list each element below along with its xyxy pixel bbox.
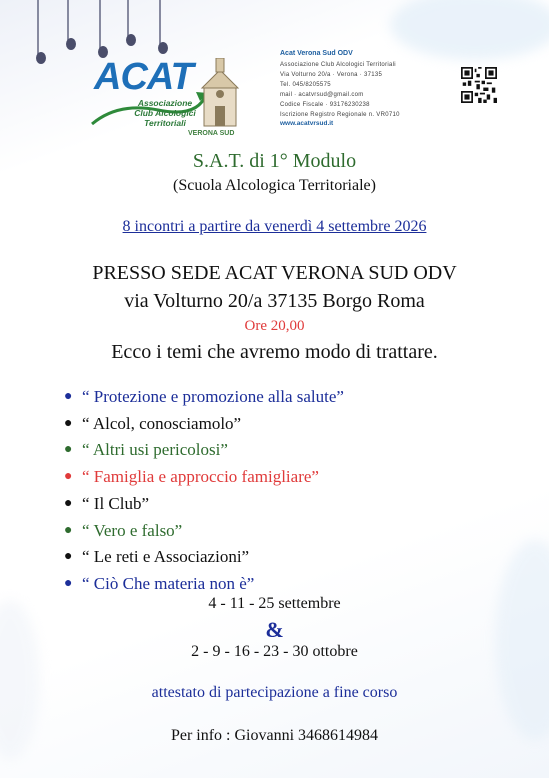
topic-text: “ Altri usi pericolosi” [82,440,228,460]
bullet-icon: ● [64,522,73,538]
bullet-icon: ● [64,469,73,485]
topic-text: “ Le reti e Associazioni” [82,547,250,567]
topic-item [64,411,344,438]
topic-item [64,544,344,571]
ampersand: & [265,617,284,642]
org-line: Via Volturno 20/a · Verona · 37135 [280,72,383,78]
topic-item [64,491,344,518]
topic-text: “ Il Club” [82,493,150,513]
organization-info [280,50,460,127]
meetings-info: 8 incontri a partire da venerdì 4 settembre 2026 [122,218,427,235]
logo-subtitle-line: Territoriali [144,118,186,128]
logo-subtitle [120,98,210,128]
org-name: Acat Verona Sud ODV [280,50,353,57]
october-dates: 2 - 9 - 16 - 23 - 30 ottobre [191,643,358,660]
topic-text: “ Protezione e promozione alla salute” [82,387,344,406]
topic-text: “ Vero e falso” [82,520,183,540]
bullet-icon: ● [64,495,73,511]
event-subtitle: (Scuola Alcologica Territoriale) [173,177,376,194]
org-line: Iscrizione Registro Regionale n. VR0710 [280,112,400,118]
org-line: Associazione Club Alcologici Territoriali [280,62,396,68]
org-website: www.acatvrsud.it [280,120,334,127]
topic-item [64,518,344,545]
qr-code-icon [461,67,497,103]
topics-intro: Ecco i temi che avremo modo di trattare. [111,341,438,363]
logo-subtitle-line: Club Alcologici [134,108,196,118]
topic-item [64,464,344,491]
acat-logo [88,54,258,140]
bullet-icon: ● [64,442,73,458]
org-line: Codice Fiscale · 93176230238 [280,102,370,108]
logo-wordmark: ACAT [94,56,193,98]
address: via Volturno 20/a 37135 Borgo Roma [124,290,425,312]
event-title: S.A.T. di 1° Modulo [192,150,357,172]
logo-subtitle-line: Associazione [137,98,193,108]
bullet-icon: ● [64,389,73,404]
org-line: Tel. 045/8205575 [280,82,331,88]
event-time: Ore 20,00 [244,318,305,334]
topic-text: “ Famiglia e approccio famigliare” [82,467,319,487]
topic-item [64,384,344,411]
topics-list [64,384,344,598]
certificate-note: attestato di partecipazione a fine corso [151,684,398,701]
topic-text: “ Ciò Che materia non è” [82,573,255,593]
september-dates: 4 - 11 - 25 settembre [208,595,341,612]
church-icon [198,58,242,128]
topic-item [64,437,344,464]
org-line: mail · acatvrsud@gmail.com [280,92,364,98]
bullet-icon: ● [64,415,73,431]
topic-item [64,571,344,598]
contact-info: Per info : Giovanni 3468614984 [170,727,379,744]
logo-region: VERONA SUD [188,130,235,137]
bullet-icon: ● [64,575,73,591]
topic-text: “ Alcol, conosciamolo” [82,413,242,433]
bullet-icon: ● [64,549,73,565]
location-title: PRESSO SEDE ACAT VERONA SUD ODV [92,262,457,284]
letterhead [0,40,549,140]
